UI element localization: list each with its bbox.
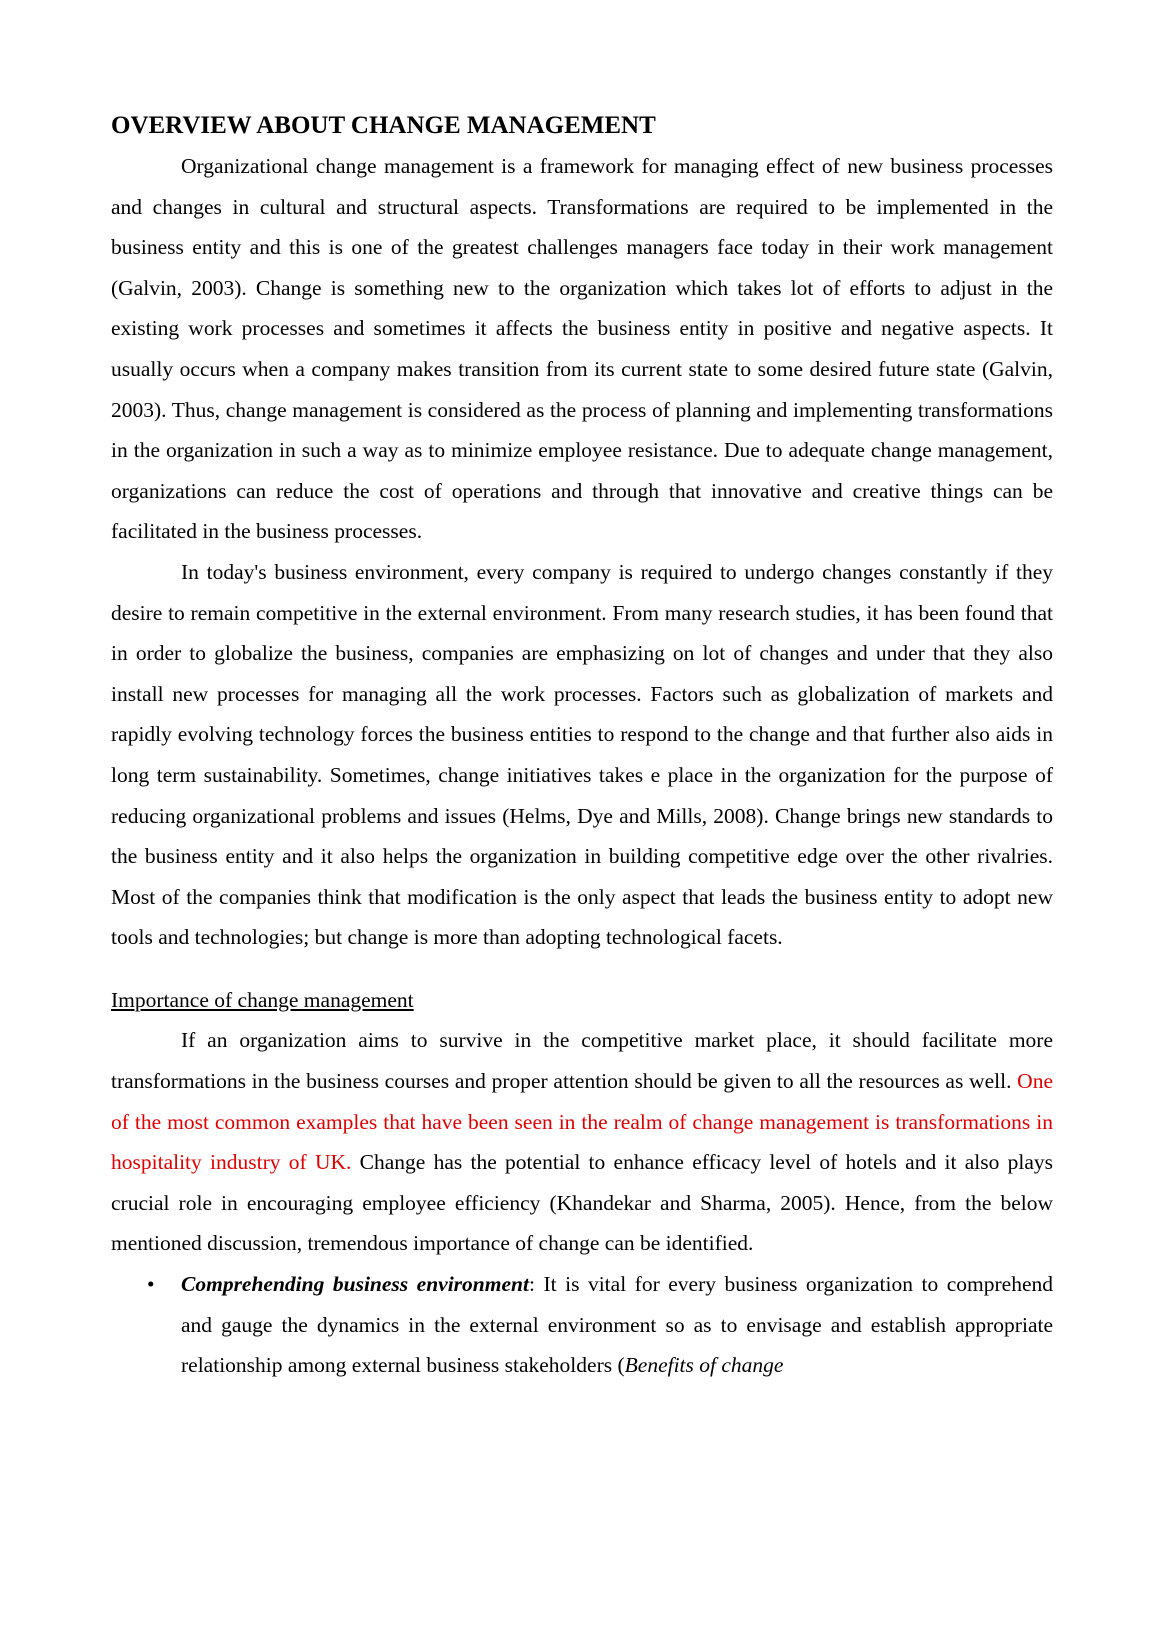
paragraph-2: In today's business environment, every company is required to undergo changes constantly if they desire to remain competitive in the external environment. From many research studies, it has been found that in order to globalize the business, companies are emphasizing on lot of changes and under that they also install new processes for managing all the work processes. Factors such as globalization of markets and rapidly evolving technology forces the business entities to respond to the change and that further also aids in long term sustainability. Sometimes, change initiatives takes e place in the organization for the purpose of reducing organizational problems and issues (Helms, Dye and Mills, 2008). Change brings new standards to the business entity and it also helps the organization in building competitive edge over the other rivalries. Most of the companies think that modification is the only aspect that leads the business entity to adopt new tools and technologies; but change is more than adopting technological facets.: [111, 559, 1053, 950]
highlighted-text: One of the most common examples that have been seen in the realm of change management is transformations in hospitality industry of UK.: [111, 1069, 1053, 1175]
paragraph-importance: [111, 1020, 1053, 1264]
citation: Benefits of change: [624, 1353, 784, 1378]
list-item: [111, 1264, 1053, 1386]
bullet-text: : It is vital for every business organization to comprehend and gauge the dynamics in the external environment so as to envisage and establish appropriate relationship among external business stakeholders (: [181, 1272, 1053, 1378]
bullet-term: Comprehending business environment: [181, 1272, 529, 1297]
section-subheading: Importance of change management: [111, 987, 414, 1012]
text: Change has the potential to enhance efficacy level of hotels and it also plays crucial role in encouraging employee efficiency (Khandekar and Sharma, 2005). Hence, from the below mentioned discussion, tremendous importance of change can be identified.: [111, 1150, 1053, 1256]
bullet-list: [111, 1264, 1053, 1386]
page-title: OVERVIEW ABOUT CHANGE MANAGEMENT: [111, 112, 656, 139]
document-page: [111, 108, 1053, 1386]
text: If an organization aims to survive in the competitive market place, it should facilitate more transformations in the business courses and proper attention should be given to all the resources as well.: [111, 1028, 1053, 1094]
paragraph-1: Organizational change management is a framework for managing effect of new business processes and changes in cultural and structural aspects. Transformations are required to be implemented in the business entity and this is one of the greatest challenges managers face today in their work management (Galvin, 2003). Change is something new to the organization which takes lot of efforts to adjust in the existing work processes and sometimes it affects the business entity in positive and negative aspects. It usually occurs when a company makes transition from its current state to some desired future state (Galvin, 2003). Thus, change management is considered as the process of planning and implementing transformations in the organization in such a way as to minimize employee resistance. Due to adequate change management, organizations can reduce the cost of operations and through that innovative and creative things can be facilitated in the business processes.: [111, 154, 1053, 544]
bullet-icon: •: [147, 1272, 155, 1297]
